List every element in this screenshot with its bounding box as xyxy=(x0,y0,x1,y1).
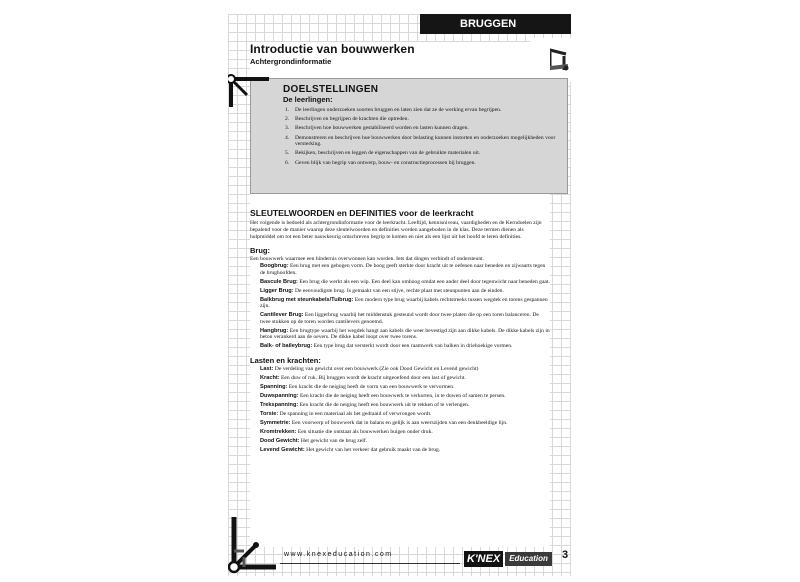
definition: Boogbrug: Een brug met een gebogen vorm. De boog geeft sterkte door kracht uit te oefenen naar beneden en zijwaarts tegen de brughoofden. xyxy=(260,263,546,276)
definition: Kromtrekken: Een situatie die ontstaat als bouwwerken buigen onder druk. xyxy=(260,428,433,435)
definition: Spanning: Een kracht die de neiging heeft de vorm van een bouwwerk te vervormen. xyxy=(260,384,455,391)
document-page xyxy=(228,14,571,576)
knex-corner-icon xyxy=(228,517,276,576)
list-item: 4. Demonstreren en beschrijven hoe bouwwerken door belasting kunnen instorten en onderzoeken mogelijkheden voor versterking. xyxy=(285,134,556,148)
list-item: 6. Geven blijk van begrip van ontwerp, bouw- en constructieprocessen bij bruggen. xyxy=(285,159,476,166)
list-item: 1. De leerlingen onderzoeken soorten bruggen en laten zien dat ze de werking ervan begrijpen. xyxy=(285,107,502,113)
page-number: 3 xyxy=(562,549,569,561)
definition: Hangbrug: Een brugtype waarbij het wegdek hangt aan kabels die weer bevestigd zijn aan dikke kabels. De dikke kabels zijn in beton verankerd aan de oevers. De dikke kabel loopt over twee torens. xyxy=(260,327,550,341)
footer-divider xyxy=(280,563,460,564)
lasten-title: Lasten en krachten: xyxy=(250,356,321,366)
definition: Last: De verdeling van gewicht over een bouwwerk.(Zie ook Dood Gewicht en Levend gewicht) xyxy=(260,366,479,373)
definition: Dood Gewicht: Het gewicht van de brug zelf. xyxy=(260,437,368,444)
keywords-intro: Het volgende is bedoeld als achtergrondinformatie voor de leerkracht. Leeftijd, kennisniveau, vaardigheden en de Kerndoelen zijn bepalend voor de manier waarop deze sleutelwoorden en definities worden aangeboden in de klas. Deze termen dienen als hulpmiddel om tot een beter nauwkeurig omschreven begrip te komen en niet als een lijst uit het hoofd te leren definities. xyxy=(250,220,542,240)
definition: Trekspanning: Een kracht die de neiging heeft een bouwwerk uit te rekken of te verlengen. xyxy=(260,402,470,408)
brand-name: K'NEX xyxy=(464,551,503,567)
definition: Balkbrug met steunkabels/Tuibrug: Een modern type brug waarbij kabels rechtstreeks tussen wegdek en torens gespannen zijn. xyxy=(260,296,548,310)
goals-subtitle: De leerlingen: xyxy=(283,95,333,104)
knex-education-logo xyxy=(464,551,559,567)
definition: Duwspanning: Een kracht die de neiging heeft een bouwwerk te verkorten, in te duwen of samen te persen. xyxy=(260,393,506,400)
goals-box xyxy=(250,78,568,194)
definition: Balk- of baileybrug: Een type brug dat versterkt wordt door een raamwerk van balken in driehoekige vormen. xyxy=(260,343,513,350)
definition: Torsie: De spanning in een materiaal als het gedraaid of verwrongen wordt. xyxy=(260,410,432,417)
definition: Bascule Brug: Een brug die werkt als een wip. Een deel kan omhoog omdat een ander deel door tegenwicht naar beneden gaat. xyxy=(260,278,550,285)
brug-title: Brug: xyxy=(250,246,270,256)
definition: Symmetrie: Een voorwerp of bouwwerk dat in balans en gelijk is aan weerszijden van een denkbeeldige lijn. xyxy=(260,419,508,426)
brug-intro: Een bouwwerk waarmee een hindernis overwonnen kan worden. Iets dat dingen verbindt of ondersteunt. xyxy=(250,256,485,263)
brand-sub: Education xyxy=(505,552,552,566)
list-item: 5. Bekijken, beschrijven en leggen de eigenschappen van de gebruikte materialen uit. xyxy=(285,150,481,157)
goals-title: DOELSTELLINGEN xyxy=(283,84,379,95)
page-title: Introductie van bouwwerken xyxy=(250,42,415,56)
keywords-title: SLEUTELWOORDEN en DEFINITIES voor de leerkracht xyxy=(250,208,474,218)
section-title: BRUGGEN xyxy=(460,18,517,30)
definition: Kracht: Een duw of ruk. Bij bruggen wordt de kracht uitgeoefend door een last of gewicht. xyxy=(260,375,466,382)
list-item: 2. Beschrijven en begrijpen de krachten die optreden. xyxy=(285,116,409,123)
section-header xyxy=(420,14,571,34)
page-subtitle: Achtergrondinformatie xyxy=(250,57,332,66)
content-area xyxy=(250,42,556,547)
goals-list xyxy=(273,107,559,166)
definition: Ligger Brug: De eenvoudigste brug. Is gemaakt van een stijve, rechte plaat met steunpunten aan de einden. xyxy=(260,287,504,294)
definition: Cantilever Brug: Een liggerbrug waarbij het middenstuk gesteund wordt door twee platen die op een toren balanceren. De twee stukken op de toren worden cantilevers genoemd. xyxy=(260,312,539,325)
definition: Levend Gewicht: Het gewicht van het verkeer dat gebruik maakt van de brug. xyxy=(260,446,441,453)
footer-url[interactable]: www.knexeducation.com xyxy=(284,551,393,558)
list-item: 3. Beschrijven hoe bouwwerken gestabiliseerd worden en lasten kunnen dragen. xyxy=(285,125,469,132)
knex-connector-icon xyxy=(228,73,273,109)
